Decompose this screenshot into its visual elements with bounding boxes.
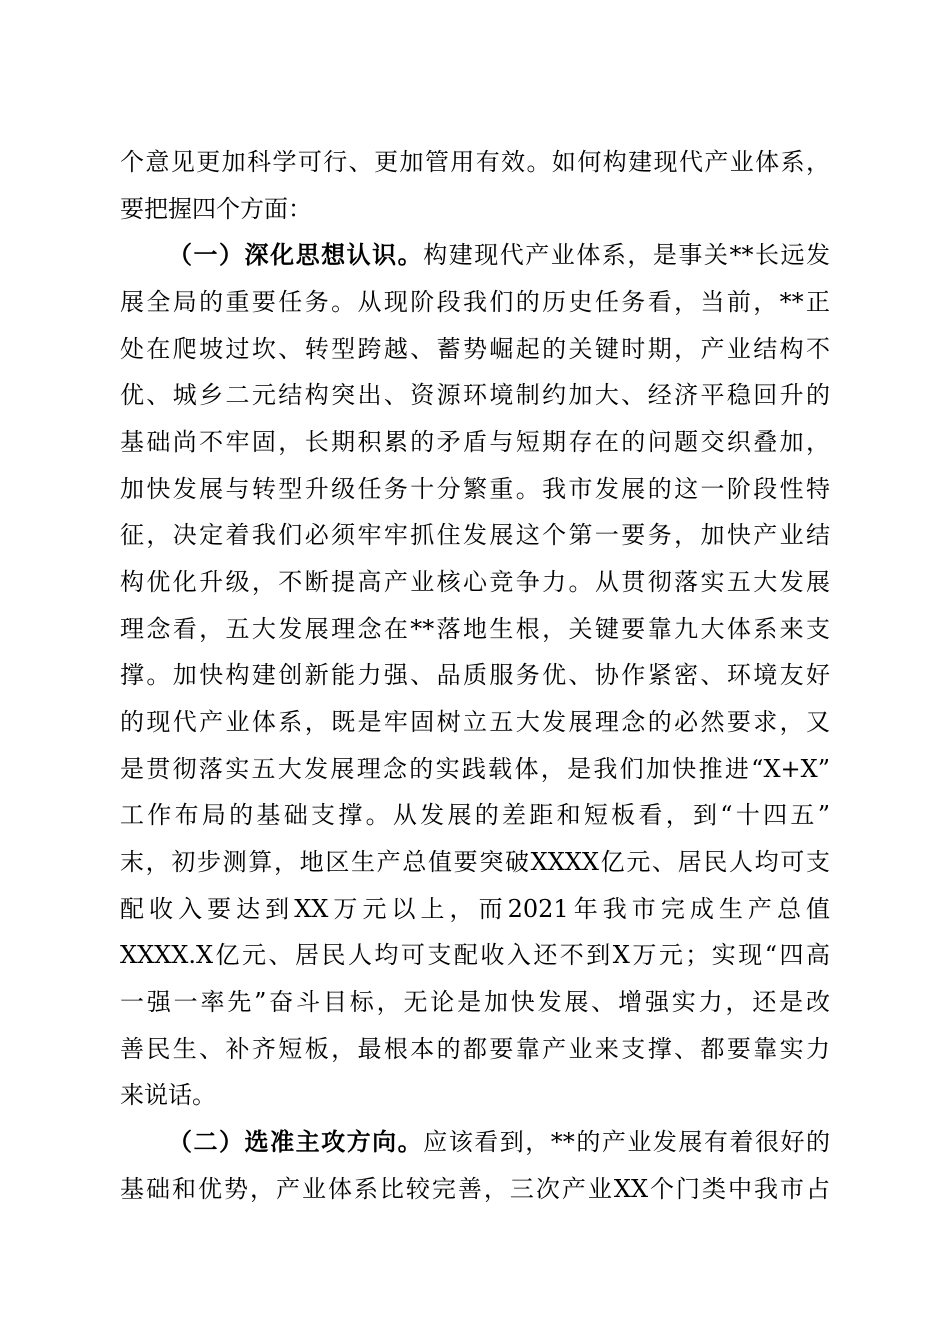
body-line: 的现代产业体系，既是牢固树立五大发展理念的必然要求，又	[120, 708, 830, 736]
body-line: XXXX.X亿元、居民人均可支配收入还不到X万元；实现“四高	[120, 941, 830, 969]
body-line: 构优化升级，不断提高产业核心竞争力。从贯彻落实五大发展	[120, 568, 830, 596]
section-1-heading: （一）深化思想认识。	[168, 240, 424, 269]
body-line: 征，决定着我们必须牢牢抓住发展这个第一要务，加快产业结	[120, 521, 830, 549]
body-line: 处在爬坡过坎、转型跨越、蓄势崛起的关键时期，产业结构不	[120, 335, 830, 363]
section-2-heading: （二）选准主攻方向。	[168, 1127, 424, 1156]
body-line: 加快发展与转型升级任务十分繁重。我市发展的这一阶段性特	[120, 475, 830, 503]
section-1-text: 构建现代产业体系，是事关**长远发	[423, 241, 831, 269]
body-line: 一强一率先”奋斗目标，无论是加快发展、增强实力，还是改	[120, 988, 830, 1016]
body-line: 基础尚不牢固，长期积累的矛盾与短期存在的问题交织叠加，	[120, 428, 830, 456]
body-line: 配收入要达到XX万元以上，而2021年我市完成生产总值	[120, 895, 830, 923]
body-line: 理念看，五大发展理念在**落地生根，关键要靠九大体系来支	[120, 615, 830, 643]
body-line: 来说话。	[120, 1081, 216, 1109]
body-line: 工作布局的基础支撑。从发展的差距和短板看，到“十四五”	[120, 801, 830, 829]
section-2-first-line	[168, 1120, 830, 1164]
section-2-text: 应该看到，**的产业发展有着很好的	[423, 1128, 831, 1156]
body-line: 是贯彻落实五大发展理念的实践载体，是我们加快推进“X+X”	[120, 755, 830, 783]
body-line: 善民生、补齐短板，最根本的都要靠产业来支撑、都要靠实力	[120, 1035, 830, 1063]
section-1-first-line	[168, 233, 830, 277]
body-line: 要把握四个方面：	[120, 195, 312, 223]
body-line: 末，初步测算，地区生产总值要突破XXXX亿元、居民人均可支	[120, 848, 830, 876]
body-line: 个意见更加科学可行、更加管用有效。如何构建现代产业体系，	[120, 148, 830, 176]
body-line: 基础和优势，产业体系比较完善，三次产业XX个门类中我市占	[120, 1175, 830, 1203]
body-line: 撑。加快构建创新能力强、品质服务优、协作紧密、环境友好	[120, 661, 830, 689]
body-line: 优、城乡二元结构突出、资源环境制约加大、经济平稳回升的	[120, 381, 830, 409]
body-line: 展全局的重要任务。从现阶段我们的历史任务看，当前，**正	[120, 288, 830, 316]
